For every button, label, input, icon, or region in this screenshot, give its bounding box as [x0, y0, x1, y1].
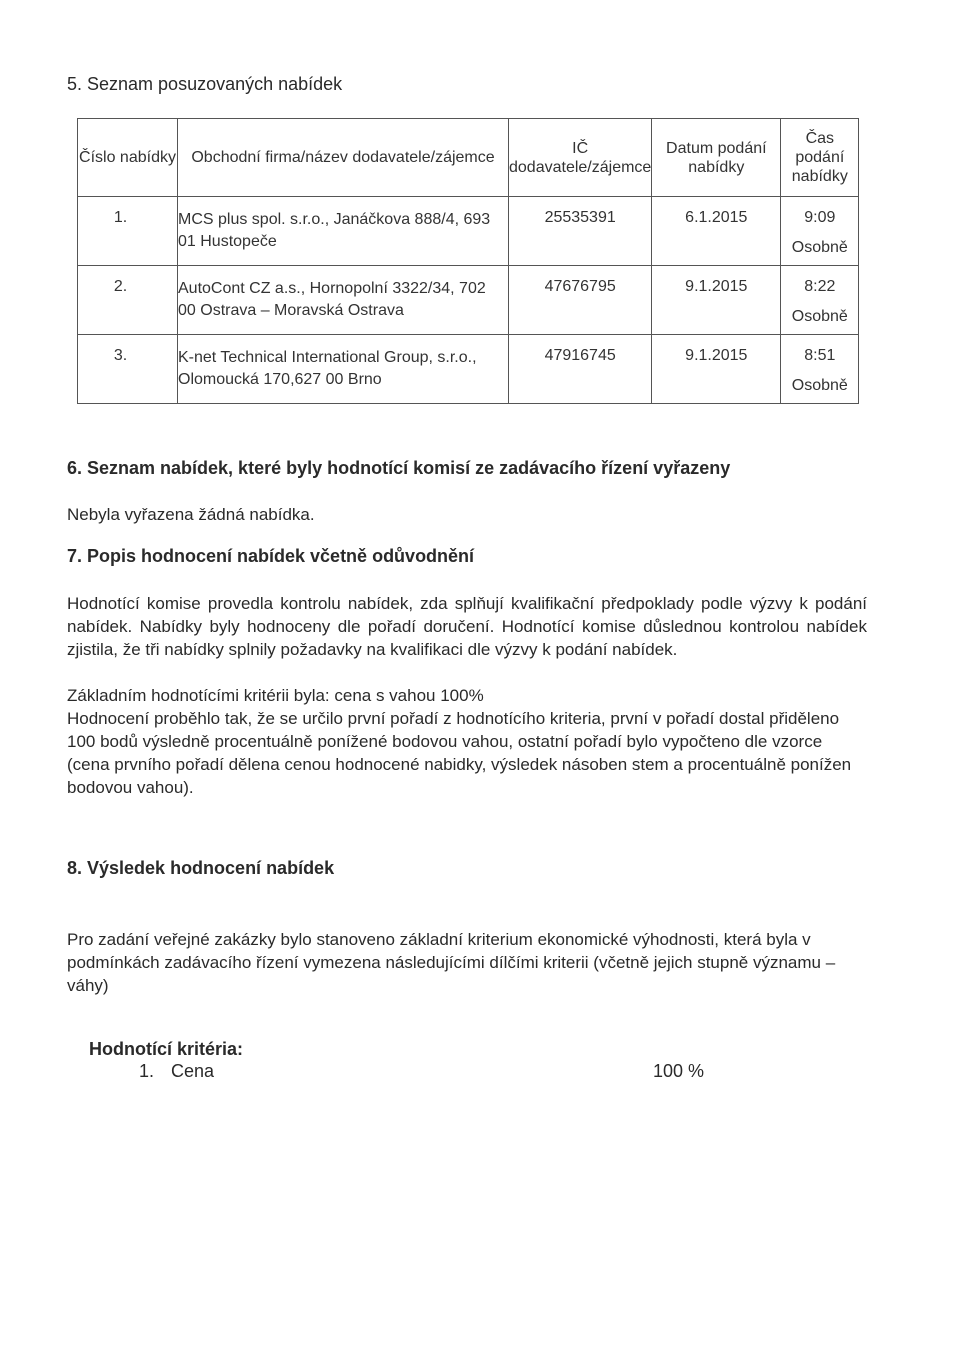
section-6-text: Nebyla vyřazena žádná nabídka. — [67, 505, 315, 524]
section-8-heading: 8. Výsledek hodnocení nabídek — [67, 858, 335, 878]
offer-number: 2. — [78, 266, 178, 335]
submission-date: 9.1.2015 — [652, 266, 781, 335]
delivery-method: Osobně — [791, 377, 848, 394]
submission-time-cell — [781, 335, 859, 404]
section-7-paragraph-1: Hodnotící komise provedla kontrolu nabídek, zda splňují kvalifikační předpoklady podle výzvy k podání nabídek. Nabídky byly hodnoceny dle pořadí doručení. Hodnotící komise důslednou kontrolou nabídek zjistila, že tři nabídky splnily požadavky na kvalifikaci dle výzvy k podání nabídek. — [67, 594, 867, 659]
column-header-submission-time: Čas podání nabídky — [781, 119, 859, 197]
column-header-submission-date: Datum podání nabídky — [652, 119, 781, 197]
company-name: K-net Technical International Group, s.r.o., Olomoucká 170,627 00 Brno — [178, 335, 509, 404]
offers-table — [77, 118, 859, 404]
submission-time: 8:22 — [804, 278, 836, 295]
company-name: AutoCont CZ a.s., Hornopolní 3322/34, 702 00 Ostrava – Moravská Ostrava — [178, 266, 509, 335]
column-header-company: Obchodní firma/název dodavatele/zájemce — [178, 119, 509, 197]
company-name: MCS plus spol. s.r.o., Janáčkova 888/4, 693 01 Hustopeče — [178, 197, 509, 266]
company-ic: 47676795 — [509, 266, 652, 335]
section-6-heading: 6. Seznam nabídek, které byly hodnotící komisí ze zadávacího řízení vyřazeny — [67, 458, 731, 478]
section-7-paragraph-2: Základním hodnotícími kritérii byla: cena s vahou 100% — [67, 686, 484, 705]
section-5-heading: 5. Seznam posuzovaných nabídek — [67, 74, 343, 94]
submission-time-cell — [781, 266, 859, 335]
table-row — [78, 266, 859, 335]
criterion-weight: 100 % — [653, 1061, 705, 1081]
criteria-title: Hodnotící kritéria: — [89, 1039, 244, 1059]
section-8-paragraph: Pro zadání veřejné zakázky bylo stanoveno základní kriterium ekonomické výhodnosti, která byla v podmínkách zadávacího řízení vymezena následujícími dílčími kriterii (včetně jejich stupně významu – váhy) — [67, 930, 836, 995]
submission-date: 6.1.2015 — [652, 197, 781, 266]
offer-number: 3. — [78, 335, 178, 404]
delivery-method: Osobně — [791, 308, 848, 325]
submission-time: 9:09 — [804, 209, 836, 226]
offer-number: 1. — [78, 197, 178, 266]
table-row — [78, 335, 859, 404]
section-7-paragraph-3: Hodnocení proběhlo tak, že se určilo první pořadí z hodnotícího kriteria, první v pořadí dostal přiděleno 100 bodů výsledně procentuálně ponížené bodovou vahou, ostatní pořadí bylo vypočteno dle vzorce (cena prvního pořadí dělena cenou hodnocené nabidky, výsledek násoben stem a procentuálně ponížen bodovou vahou). — [67, 709, 852, 797]
criterion-number: 1. — [139, 1061, 155, 1081]
criterion-name: Cena — [171, 1061, 215, 1081]
company-ic: 25535391 — [509, 197, 652, 266]
table-row — [78, 197, 859, 266]
column-header-offer-number: Číslo nabídky — [78, 119, 178, 197]
submission-time: 8:51 — [804, 347, 836, 364]
submission-date: 9.1.2015 — [652, 335, 781, 404]
section-7-heading: 7. Popis hodnocení nabídek včetně odůvodnění — [67, 546, 475, 566]
delivery-method: Osobně — [791, 239, 848, 256]
table-header-row — [78, 119, 859, 197]
company-ic: 47916745 — [509, 335, 652, 404]
column-header-ic: IČ dodavatele/zájemce — [509, 119, 652, 197]
submission-time-cell — [781, 197, 859, 266]
